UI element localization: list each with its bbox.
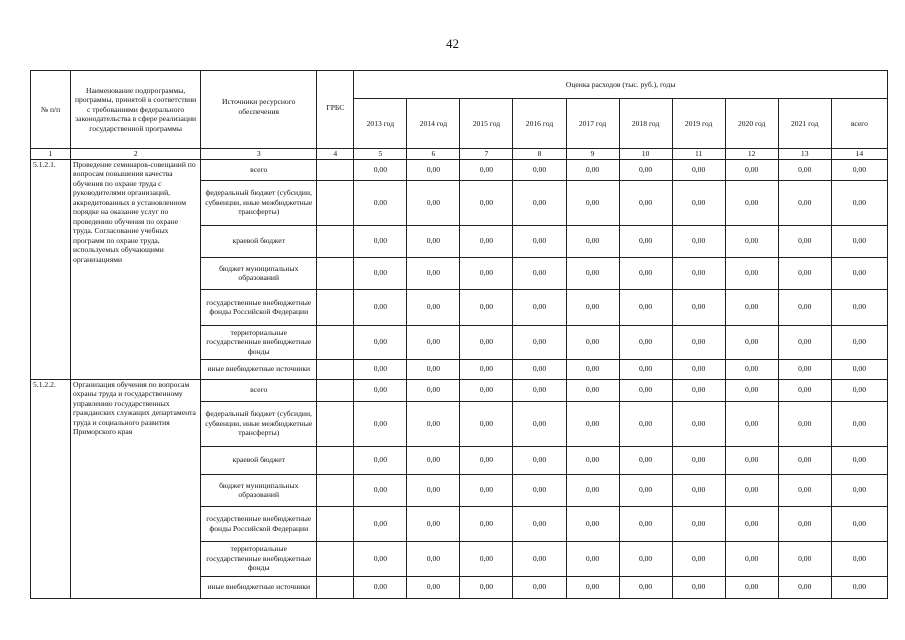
amount-cell: 0,00 xyxy=(460,379,513,401)
amount-cell: 0,00 xyxy=(725,401,778,446)
column-number: 14 xyxy=(831,149,887,160)
column-number: 11 xyxy=(672,149,725,160)
header-estimate: Оценка расходов (тыс. руб.), годы xyxy=(354,71,888,99)
amount-cell: 0,00 xyxy=(460,474,513,506)
amount-cell: 0,00 xyxy=(354,401,407,446)
funding-source: иные внебюджетные источники xyxy=(201,359,317,379)
column-number: 5 xyxy=(354,149,407,160)
amount-cell: 0,00 xyxy=(778,506,831,541)
amount-cell: 0,00 xyxy=(831,159,887,180)
amount-cell: 0,00 xyxy=(725,257,778,289)
amount-cell: 0,00 xyxy=(566,180,619,225)
amount-cell: 0,00 xyxy=(407,474,460,506)
header-year: 2020 год xyxy=(725,99,778,149)
amount-cell: 0,00 xyxy=(513,474,566,506)
amount-cell: 0,00 xyxy=(566,576,619,598)
amount-cell: 0,00 xyxy=(725,446,778,474)
amount-cell: 0,00 xyxy=(619,474,672,506)
amount-cell: 0,00 xyxy=(831,257,887,289)
column-number: 8 xyxy=(513,149,566,160)
amount-cell: 0,00 xyxy=(831,359,887,379)
amount-cell: 0,00 xyxy=(725,225,778,257)
header-year: 2018 год xyxy=(619,99,672,149)
amount-cell: 0,00 xyxy=(354,379,407,401)
amount-cell: 0,00 xyxy=(407,446,460,474)
amount-cell: 0,00 xyxy=(831,474,887,506)
amount-cell: 0,00 xyxy=(460,506,513,541)
funding-source: бюджет муниципальных образований xyxy=(201,257,317,289)
amount-cell: 0,00 xyxy=(831,225,887,257)
amount-cell: 0,00 xyxy=(354,159,407,180)
amount-cell: 0,00 xyxy=(672,401,725,446)
amount-cell: 0,00 xyxy=(354,576,407,598)
table-row xyxy=(31,159,888,180)
header-year: 2016 год xyxy=(513,99,566,149)
amount-cell: 0,00 xyxy=(407,225,460,257)
amount-cell: 0,00 xyxy=(354,325,407,359)
amount-cell: 0,00 xyxy=(672,446,725,474)
grbs-cell xyxy=(317,541,354,576)
amount-cell: 0,00 xyxy=(354,359,407,379)
header-year: 2017 год xyxy=(566,99,619,149)
amount-cell: 0,00 xyxy=(672,159,725,180)
amount-cell: 0,00 xyxy=(566,401,619,446)
grbs-cell xyxy=(317,325,354,359)
amount-cell: 0,00 xyxy=(513,325,566,359)
amount-cell: 0,00 xyxy=(354,257,407,289)
amount-cell: 0,00 xyxy=(513,541,566,576)
amount-cell: 0,00 xyxy=(619,576,672,598)
amount-cell: 0,00 xyxy=(354,446,407,474)
grbs-cell xyxy=(317,225,354,257)
funding-source: иные внебюджетные источники xyxy=(201,576,317,598)
funding-source: территориальные государственные внебюджетные фонды xyxy=(201,325,317,359)
grbs-cell xyxy=(317,257,354,289)
amount-cell: 0,00 xyxy=(619,379,672,401)
amount-cell: 0,00 xyxy=(778,446,831,474)
amount-cell: 0,00 xyxy=(354,289,407,325)
column-number: 6 xyxy=(407,149,460,160)
amount-cell: 0,00 xyxy=(725,541,778,576)
column-number: 9 xyxy=(566,149,619,160)
header-year: 2021 год xyxy=(778,99,831,149)
funding-source: федеральный бюджет (субсидии, субвенции, иные межбюджетные трансферты) xyxy=(201,180,317,225)
amount-cell: 0,00 xyxy=(725,576,778,598)
amount-cell: 0,00 xyxy=(778,180,831,225)
funding-source: бюджет муниципальных образований xyxy=(201,474,317,506)
column-number: 10 xyxy=(619,149,672,160)
amount-cell: 0,00 xyxy=(672,325,725,359)
amount-cell: 0,00 xyxy=(460,359,513,379)
column-number: 3 xyxy=(201,149,317,160)
amount-cell: 0,00 xyxy=(725,379,778,401)
amount-cell: 0,00 xyxy=(672,576,725,598)
amount-cell: 0,00 xyxy=(566,474,619,506)
amount-cell: 0,00 xyxy=(407,401,460,446)
amount-cell: 0,00 xyxy=(778,576,831,598)
section-name: Проведение семинаров-совещаний по вопросам повышения качества обучения по охране труда с руководителями организаций, аккредитованных в установленном порядке на оказание услуг по проведению обучения по охране труда. Согласование учебных программ по охране труда, используемых обучающими организациями xyxy=(71,159,201,379)
amount-cell: 0,00 xyxy=(407,325,460,359)
amount-cell: 0,00 xyxy=(460,225,513,257)
amount-cell: 0,00 xyxy=(725,289,778,325)
amount-cell: 0,00 xyxy=(513,257,566,289)
amount-cell: 0,00 xyxy=(831,541,887,576)
amount-cell: 0,00 xyxy=(778,379,831,401)
amount-cell: 0,00 xyxy=(672,541,725,576)
grbs-cell xyxy=(317,159,354,180)
amount-cell: 0,00 xyxy=(407,257,460,289)
page-number: 42 xyxy=(446,36,459,51)
amount-cell: 0,00 xyxy=(460,257,513,289)
amount-cell: 0,00 xyxy=(407,541,460,576)
grbs-cell xyxy=(317,576,354,598)
amount-cell: 0,00 xyxy=(619,225,672,257)
amount-cell: 0,00 xyxy=(831,576,887,598)
amount-cell: 0,00 xyxy=(619,359,672,379)
amount-cell: 0,00 xyxy=(725,506,778,541)
header-year: 2015 год xyxy=(460,99,513,149)
amount-cell: 0,00 xyxy=(831,379,887,401)
funding-source: всего xyxy=(201,379,317,401)
amount-cell: 0,00 xyxy=(619,506,672,541)
amount-cell: 0,00 xyxy=(778,289,831,325)
amount-cell: 0,00 xyxy=(513,446,566,474)
amount-cell: 0,00 xyxy=(778,257,831,289)
column-number: 2 xyxy=(71,149,201,160)
amount-cell: 0,00 xyxy=(831,506,887,541)
header-year: всего xyxy=(831,99,887,149)
amount-cell: 0,00 xyxy=(460,180,513,225)
column-number: 12 xyxy=(725,149,778,160)
amount-cell: 0,00 xyxy=(778,325,831,359)
amount-cell: 0,00 xyxy=(460,159,513,180)
column-number: 1 xyxy=(31,149,71,160)
amount-cell: 0,00 xyxy=(354,541,407,576)
amount-cell: 0,00 xyxy=(566,379,619,401)
amount-cell: 0,00 xyxy=(566,359,619,379)
amount-cell: 0,00 xyxy=(778,159,831,180)
amount-cell: 0,00 xyxy=(513,359,566,379)
amount-cell: 0,00 xyxy=(513,506,566,541)
amount-cell: 0,00 xyxy=(831,180,887,225)
amount-cell: 0,00 xyxy=(513,180,566,225)
amount-cell: 0,00 xyxy=(725,180,778,225)
amount-cell: 0,00 xyxy=(778,359,831,379)
amount-cell: 0,00 xyxy=(778,541,831,576)
expense-estimate-table xyxy=(30,70,888,599)
amount-cell: 0,00 xyxy=(566,325,619,359)
grbs-cell xyxy=(317,379,354,401)
amount-cell: 0,00 xyxy=(407,379,460,401)
amount-cell: 0,00 xyxy=(407,159,460,180)
grbs-cell xyxy=(317,474,354,506)
amount-cell: 0,00 xyxy=(460,541,513,576)
grbs-cell xyxy=(317,446,354,474)
amount-cell: 0,00 xyxy=(619,446,672,474)
header-year: 2013 год xyxy=(354,99,407,149)
amount-cell: 0,00 xyxy=(672,474,725,506)
amount-cell: 0,00 xyxy=(566,257,619,289)
amount-cell: 0,00 xyxy=(513,159,566,180)
amount-cell: 0,00 xyxy=(566,289,619,325)
amount-cell: 0,00 xyxy=(566,541,619,576)
funding-source: краевой бюджет xyxy=(201,225,317,257)
amount-cell: 0,00 xyxy=(566,225,619,257)
amount-cell: 0,00 xyxy=(566,506,619,541)
table-row xyxy=(31,379,888,401)
header-year: 2014 год xyxy=(407,99,460,149)
amount-cell: 0,00 xyxy=(407,180,460,225)
amount-cell: 0,00 xyxy=(619,401,672,446)
grbs-cell xyxy=(317,506,354,541)
amount-cell: 0,00 xyxy=(566,159,619,180)
amount-cell: 0,00 xyxy=(460,401,513,446)
amount-cell: 0,00 xyxy=(672,225,725,257)
amount-cell: 0,00 xyxy=(407,359,460,379)
amount-cell: 0,00 xyxy=(619,159,672,180)
section-index: 5.1.2.2. xyxy=(31,379,71,598)
grbs-cell xyxy=(317,180,354,225)
grbs-cell xyxy=(317,359,354,379)
amount-cell: 0,00 xyxy=(672,379,725,401)
column-number: 7 xyxy=(460,149,513,160)
column-number: 13 xyxy=(778,149,831,160)
section-name: Организация обучения по вопросам охраны труда и государственному управлению государственных гражданских служащих департамента труда и социального развития Приморского края xyxy=(71,379,201,598)
header-year: 2019 год xyxy=(672,99,725,149)
amount-cell: 0,00 xyxy=(619,289,672,325)
amount-cell: 0,00 xyxy=(831,446,887,474)
header-grbs: ГРБС xyxy=(317,71,354,149)
section-index: 5.1.2.1. xyxy=(31,159,71,379)
grbs-cell xyxy=(317,289,354,325)
amount-cell: 0,00 xyxy=(407,506,460,541)
amount-cell: 0,00 xyxy=(513,289,566,325)
amount-cell: 0,00 xyxy=(619,541,672,576)
amount-cell: 0,00 xyxy=(460,576,513,598)
amount-cell: 0,00 xyxy=(831,325,887,359)
amount-cell: 0,00 xyxy=(513,225,566,257)
amount-cell: 0,00 xyxy=(354,506,407,541)
grbs-cell xyxy=(317,401,354,446)
amount-cell: 0,00 xyxy=(778,225,831,257)
amount-cell: 0,00 xyxy=(619,180,672,225)
amount-cell: 0,00 xyxy=(831,401,887,446)
funding-source: территориальные государственные внебюджетные фонды xyxy=(201,541,317,576)
funding-source: государственные внебюджетные фонды Российской Федерации xyxy=(201,506,317,541)
amount-cell: 0,00 xyxy=(513,576,566,598)
amount-cell: 0,00 xyxy=(513,379,566,401)
amount-cell: 0,00 xyxy=(354,474,407,506)
amount-cell: 0,00 xyxy=(354,225,407,257)
amount-cell: 0,00 xyxy=(831,289,887,325)
funding-source: всего xyxy=(201,159,317,180)
amount-cell: 0,00 xyxy=(460,446,513,474)
amount-cell: 0,00 xyxy=(725,359,778,379)
column-number: 4 xyxy=(317,149,354,160)
funding-source: государственные внебюджетные фонды Российской Федерации xyxy=(201,289,317,325)
amount-cell: 0,00 xyxy=(778,474,831,506)
funding-source: федеральный бюджет (субсидии, субвенции, иные межбюджетные трансферты) xyxy=(201,401,317,446)
amount-cell: 0,00 xyxy=(566,446,619,474)
amount-cell: 0,00 xyxy=(672,506,725,541)
amount-cell: 0,00 xyxy=(619,257,672,289)
header-name: Наименование подпрограммы, программы, принятой в соответствии с требованиями федерального законодательства в сфере реализации государственной программы xyxy=(71,71,201,149)
header-source: Источники ресурсного обеспечения xyxy=(201,71,317,149)
amount-cell: 0,00 xyxy=(460,325,513,359)
amount-cell: 0,00 xyxy=(778,401,831,446)
amount-cell: 0,00 xyxy=(672,180,725,225)
header-num: № п/п xyxy=(31,71,71,149)
amount-cell: 0,00 xyxy=(672,289,725,325)
amount-cell: 0,00 xyxy=(460,289,513,325)
amount-cell: 0,00 xyxy=(672,359,725,379)
amount-cell: 0,00 xyxy=(513,401,566,446)
amount-cell: 0,00 xyxy=(672,257,725,289)
amount-cell: 0,00 xyxy=(354,180,407,225)
amount-cell: 0,00 xyxy=(407,576,460,598)
amount-cell: 0,00 xyxy=(725,159,778,180)
amount-cell: 0,00 xyxy=(725,325,778,359)
amount-cell: 0,00 xyxy=(407,289,460,325)
amount-cell: 0,00 xyxy=(725,474,778,506)
funding-source: краевой бюджет xyxy=(201,446,317,474)
amount-cell: 0,00 xyxy=(619,325,672,359)
